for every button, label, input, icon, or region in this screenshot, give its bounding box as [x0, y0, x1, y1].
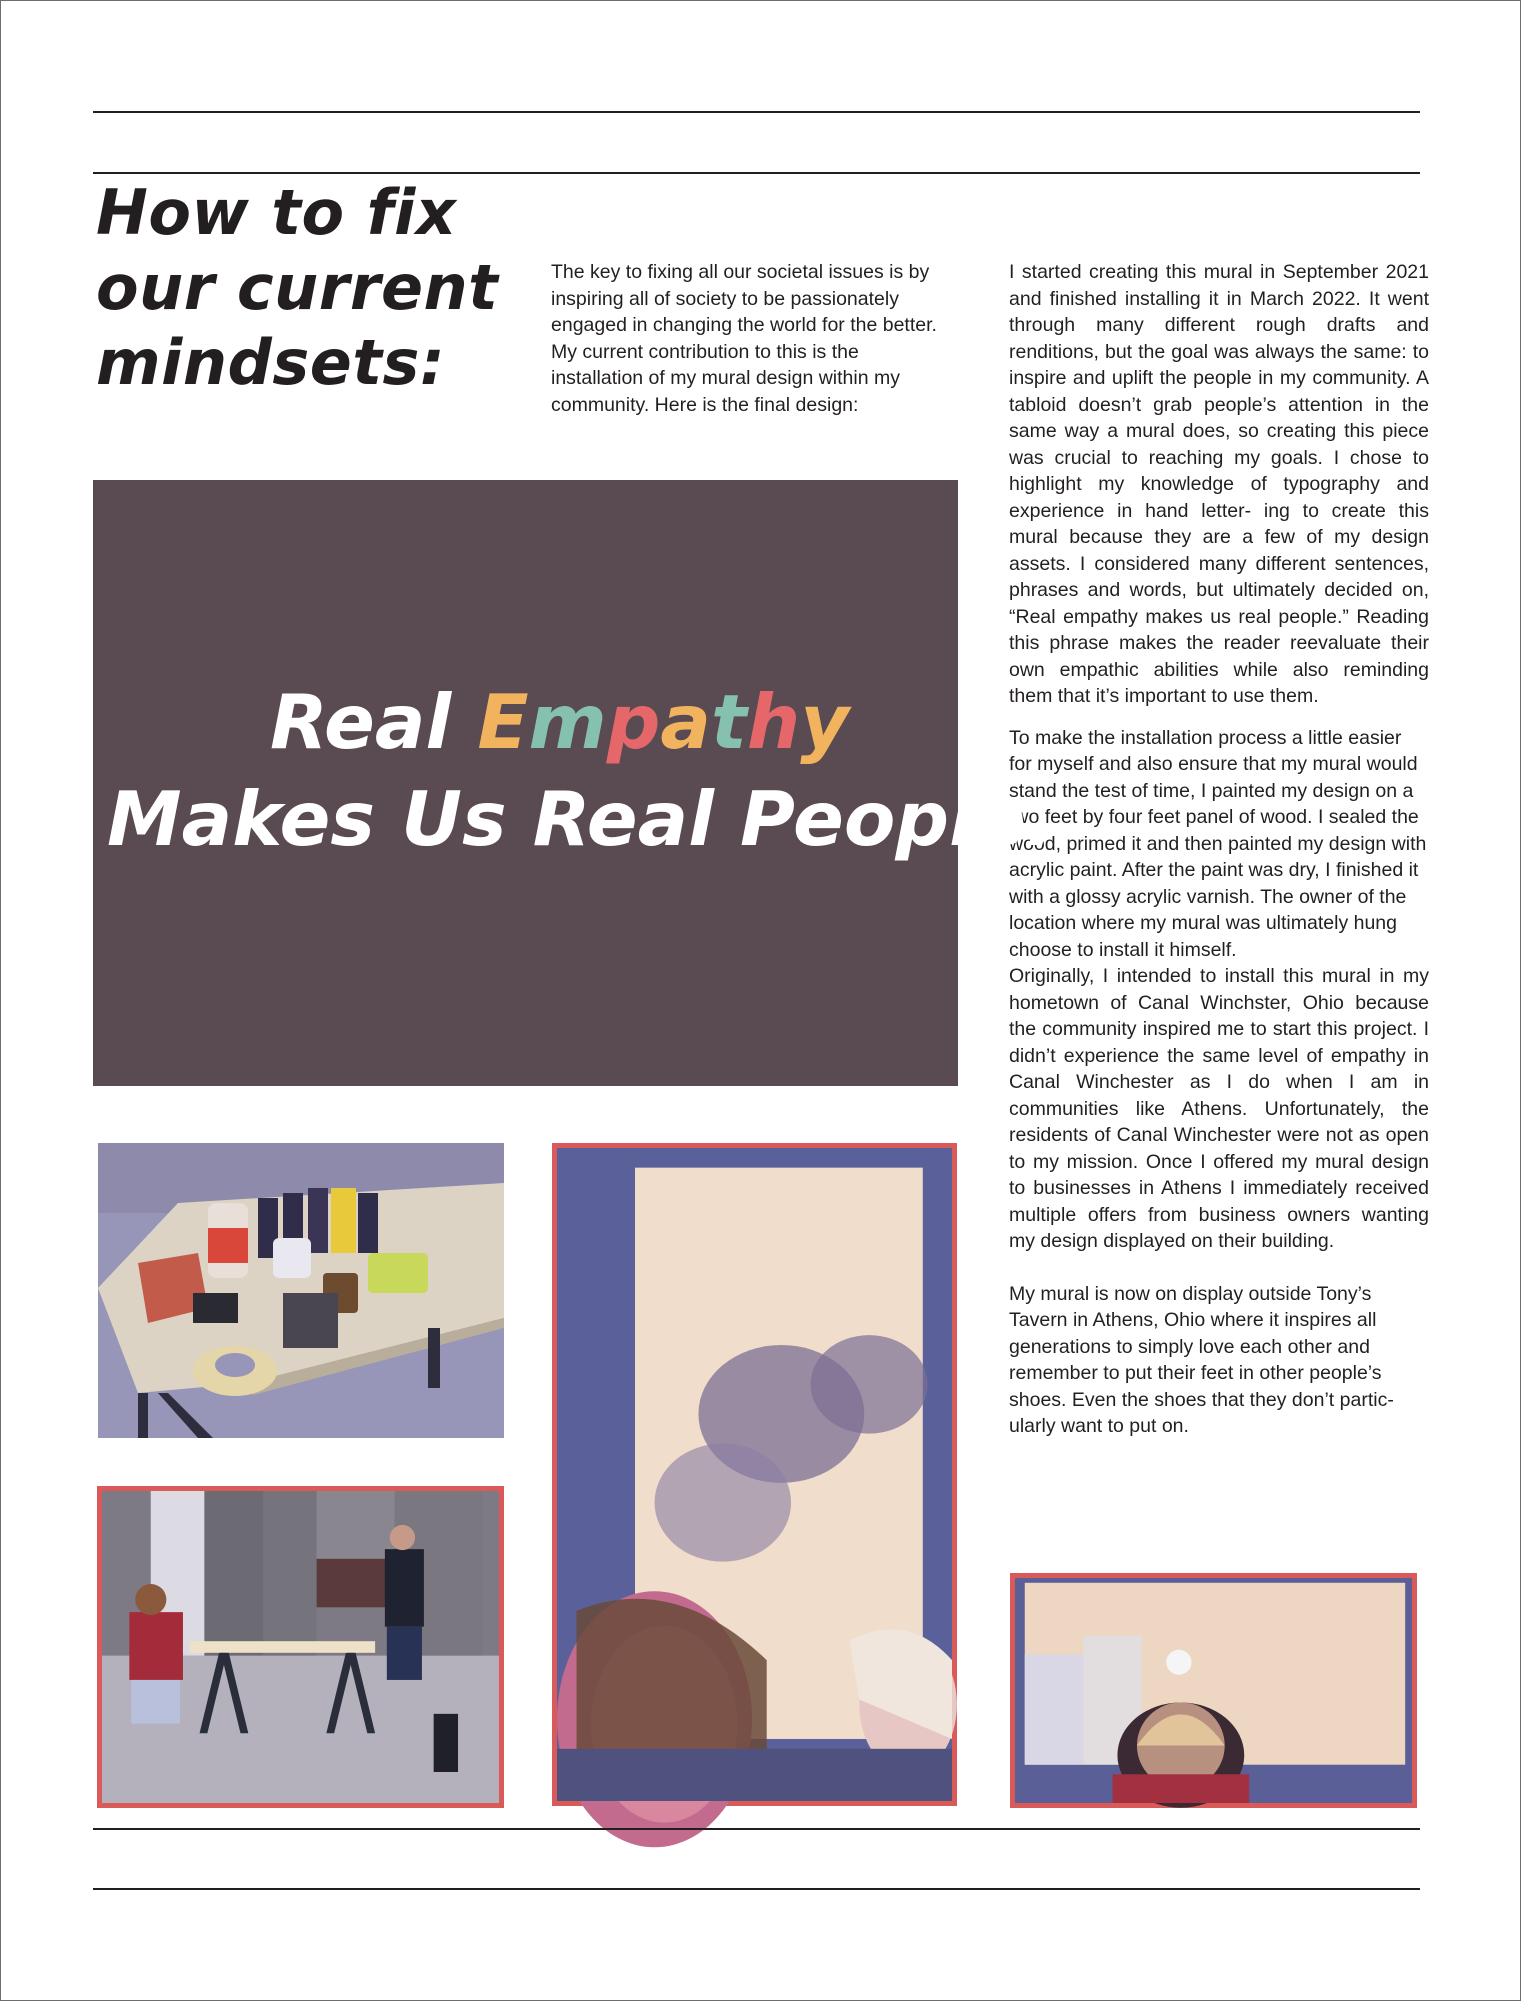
- overhead-painting-photo: [1010, 1573, 1417, 1808]
- mural-word-real: Real: [270, 678, 478, 766]
- mural-letter: y: [800, 678, 850, 766]
- body-paragraph: To make the installation process a little easier for myself and also ensure that my mural would stand the test of time, I painted my design on a two feet by four feet panel of wood. I sealed the wood, primed it and then painted my design with acrylic paint. After the paint was dry, I finished it with a glossy acrylic varnish. The owner of the location where my mural was ultimately hung choose to install it himself.: [1009, 726, 1427, 961]
- intro-paragraph: The key to fixing all our societal issues is by inspiring all of society to be passionately engaged in changing the world for the better. My current contribution to this is the installation of my mural design within my community. Here is the final design:: [551, 261, 937, 416]
- title-line: mindsets:: [96, 326, 446, 399]
- garage-photo: [97, 1486, 504, 1808]
- bottom-rule-2: [93, 1888, 1420, 1890]
- bottom-rule-1: [93, 1828, 1420, 1830]
- top-rule-2: [93, 172, 1420, 174]
- title-line: How to fix: [96, 176, 457, 249]
- mural-line-1: [270, 678, 849, 766]
- body-column: [1009, 259, 1429, 1440]
- body-paragraph: Originally, I intended to install this mural in my hometown of Canal Winchster, Ohio because the community inspired me to start this project. I didn’t experience the same level of empathy in Canal Winchester as I do when I am in communities like Athens. Unfortunately, the residents of Canal Winchester were not as open to my mission. Once I offered my mural design to businesses in Athens I immediately received multiple offers from business owners wanting my design displayed on their building.: [1009, 965, 1429, 1252]
- mural-letter: m: [528, 678, 607, 766]
- body-paragraph: My mural is now on display outside Tony’s Tavern in Athens, Ohio where it inspires all generations to simply love each other and remember to put their feet in other people’s shoes. Even the shoes that they don’t partic- ularly want to put on.: [1009, 1282, 1394, 1437]
- top-rule-1: [93, 111, 1420, 113]
- mural-letter: E: [477, 678, 529, 766]
- supplies-photo: [98, 1143, 504, 1438]
- panel-selfie-photo: [552, 1143, 957, 1806]
- title-line: our current: [96, 251, 499, 324]
- body-paragraph: I started creating this mural in September 2021 and finished installing it in March 2022. It went through many different rough drafts and renditions, but the goal was always the same: to inspire and uplift the people in my community. A tabloid doesn’t grab people’s attention in the same way a mural does, so creating this piece was crucial to reaching my goals. I chose to highlight my knowledge of typography and experience in hand letter- ing to create this mural because they are a few of my design assets. I considered many different sentences, phrases and words, but ultimately decided on, “Real empathy makes us real people.” Reading this phrase makes the reader reevaluate their own empathic abilities while also reminding them that it’s important to use them.: [1009, 261, 1429, 707]
- mural-letter: h: [746, 678, 801, 766]
- mural-letter: a: [660, 678, 712, 766]
- article-title: [96, 175, 516, 400]
- mural-design: [93, 480, 1055, 1086]
- mural-letter: t: [711, 678, 747, 766]
- mural-line-2: Makes Us Real People.: [107, 775, 1055, 863]
- mural-letter: p: [606, 678, 661, 766]
